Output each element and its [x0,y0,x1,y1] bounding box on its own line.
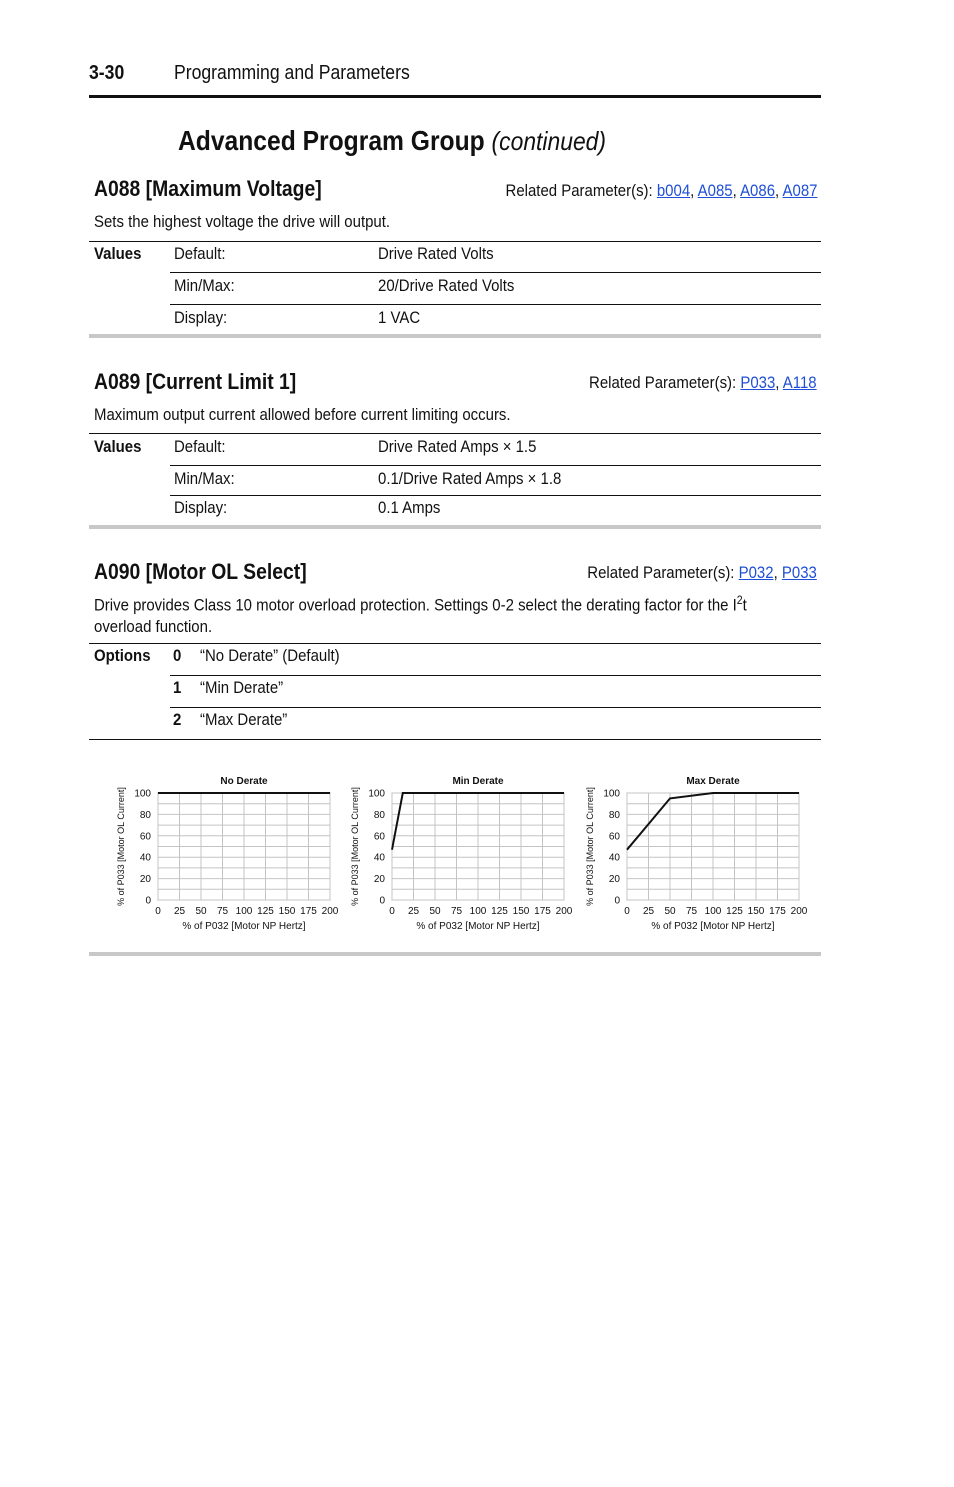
x-tick-label: 150 [278,906,296,917]
row-key: Default: [174,244,226,263]
y-tick-label: 100 [603,788,620,800]
related-link-p033[interactable]: P033 [740,373,776,392]
related-link-a085[interactable]: A085 [697,181,733,200]
y-axis-label: % of P033 [Motor OL Current] [116,787,126,906]
row-value: Drive Rated Amps × 1.5 [378,437,537,456]
x-tick-label: 100 [469,906,487,917]
y-tick-label: 40 [139,852,151,864]
x-axis-label: % of P032 [Motor NP Hertz] [182,921,306,932]
x-tick-label: 150 [747,906,765,917]
table-rule [170,304,821,305]
values-label: Values [94,244,142,263]
param-a088-description: Sets the highest voltage the drive will output. [94,212,391,231]
x-tick-label: 125 [491,906,508,917]
y-tick-label: 80 [608,809,620,821]
option-number: 0 [173,646,182,665]
chart-title: Min Derate [452,776,504,787]
page-number: 3-30 [89,62,125,84]
table-rule [170,495,821,496]
y-axis-label: % of P033 [Motor OL Current] [350,787,360,906]
chart-title: No Derate [220,776,268,787]
x-tick-label: 50 [195,906,207,917]
x-tick-label: 0 [389,906,395,917]
x-tick-label: 25 [173,906,186,917]
row-key: Display: [174,308,228,327]
chart-svg [579,766,809,941]
y-tick-label: 60 [139,831,151,843]
chart-max-derate [579,766,809,941]
x-tick-label: 125 [257,906,274,917]
table-rule [89,241,821,242]
row-value: 0.1 Amps [378,498,441,517]
x-tick-label: 0 [624,906,630,917]
options-label: Options [94,646,151,665]
y-tick-label: 0 [379,895,385,907]
y-tick-label: 20 [139,874,151,886]
param-a089-related: Related Parameter(s): P033, A118 [589,373,817,392]
y-tick-label: 0 [145,895,151,907]
row-key: Min/Max: [174,469,235,488]
x-tick-label: 100 [704,906,722,917]
param-a088-related: Related Parameter(s): b004, A085, A086, A087 [505,181,817,200]
option-number: 1 [173,678,182,697]
x-tick-label: 75 [216,906,229,917]
related-link-a087[interactable]: A087 [782,181,817,200]
x-tick-label: 175 [769,906,786,917]
section-divider [89,525,821,529]
x-axis-label: % of P032 [Motor NP Hertz] [416,921,540,932]
y-tick-label: 20 [373,874,385,886]
param-a090-related: Related Parameter(s): P032, P033 [587,563,817,582]
param-a088-title: A088 [Maximum Voltage] [94,176,322,201]
header-rule [89,95,821,98]
y-tick-label: 0 [614,895,620,907]
y-tick-label: 20 [608,874,620,886]
chart-title: Max Derate [686,776,740,787]
row-value: 20/Drive Rated Volts [378,276,515,295]
x-tick-label: 50 [664,906,676,917]
chart-svg [344,766,574,941]
x-tick-label: 175 [534,906,551,917]
y-tick-label: 100 [368,788,385,800]
param-a090-description-line2: overload function. [94,617,213,636]
x-tick-label: 25 [642,906,655,917]
y-tick-label: 60 [608,831,620,843]
y-tick-label: 40 [608,852,620,864]
x-tick-label: 75 [685,906,698,917]
y-tick-label: 80 [139,809,151,821]
group-title-text: Advanced Program Group [178,125,485,156]
table-rule [170,272,821,273]
param-a089-description: Maximum output current allowed before current limiting occurs. [94,405,511,424]
x-tick-label: 75 [450,906,463,917]
chart-svg [110,766,340,941]
option-text: “Min Derate” [200,678,284,697]
table-rule [170,707,821,708]
row-value: 0.1/Drive Rated Amps × 1.8 [378,469,562,488]
x-tick-label: 200 [790,906,808,917]
option-text: “Max Derate” [200,710,288,729]
row-value: 1 VAC [378,308,421,327]
table-rule [89,739,821,740]
row-key: Min/Max: [174,276,235,295]
param-a090-title: A090 [Motor OL Select] [94,559,307,584]
y-axis-label: % of P033 [Motor OL Current] [585,787,595,906]
related-link-p033[interactable]: P033 [782,563,817,582]
y-tick-label: 80 [373,809,385,821]
values-label: Values [94,437,142,456]
group-title [178,125,664,157]
row-key: Display: [174,498,228,517]
related-link-a118[interactable]: A118 [783,373,817,392]
x-tick-label: 25 [407,906,420,917]
row-key: Default: [174,437,226,456]
x-tick-label: 200 [555,906,573,917]
group-title-continued: (continued) [491,126,607,156]
table-rule [89,643,821,644]
param-a090-description: Drive provides Class 10 motor overload protection. Settings 0-2 select the derating factor for the $I^2t$ [94,593,747,615]
chart-min-derate [344,766,574,941]
x-axis-label: % of P032 [Motor NP Hertz] [651,921,775,932]
related-link-a086[interactable]: A086 [739,181,775,200]
option-number: 2 [173,710,182,729]
running-header: Programming and Parameters [174,62,410,84]
table-rule [89,433,821,434]
y-tick-label: 40 [373,852,385,864]
table-rule [170,675,821,676]
y-tick-label: 60 [373,831,385,843]
x-tick-label: 200 [321,906,339,917]
row-value: Drive Rated Volts [378,244,494,263]
param-a089-title: A089 [Current Limit 1] [94,369,297,394]
related-link-b004[interactable]: b004 [656,181,690,200]
chart-no-derate [110,766,340,941]
y-tick-label: 100 [134,788,151,800]
section-divider [89,952,821,956]
option-text: “No Derate” (Default) [200,646,340,665]
x-tick-label: 0 [155,906,161,917]
table-rule [170,465,821,466]
x-tick-label: 125 [726,906,743,917]
x-tick-label: 175 [300,906,317,917]
related-link-p032[interactable]: P032 [738,563,774,582]
x-tick-label: 50 [429,906,441,917]
section-divider [89,334,821,338]
x-tick-label: 150 [512,906,530,917]
x-tick-label: 100 [235,906,253,917]
